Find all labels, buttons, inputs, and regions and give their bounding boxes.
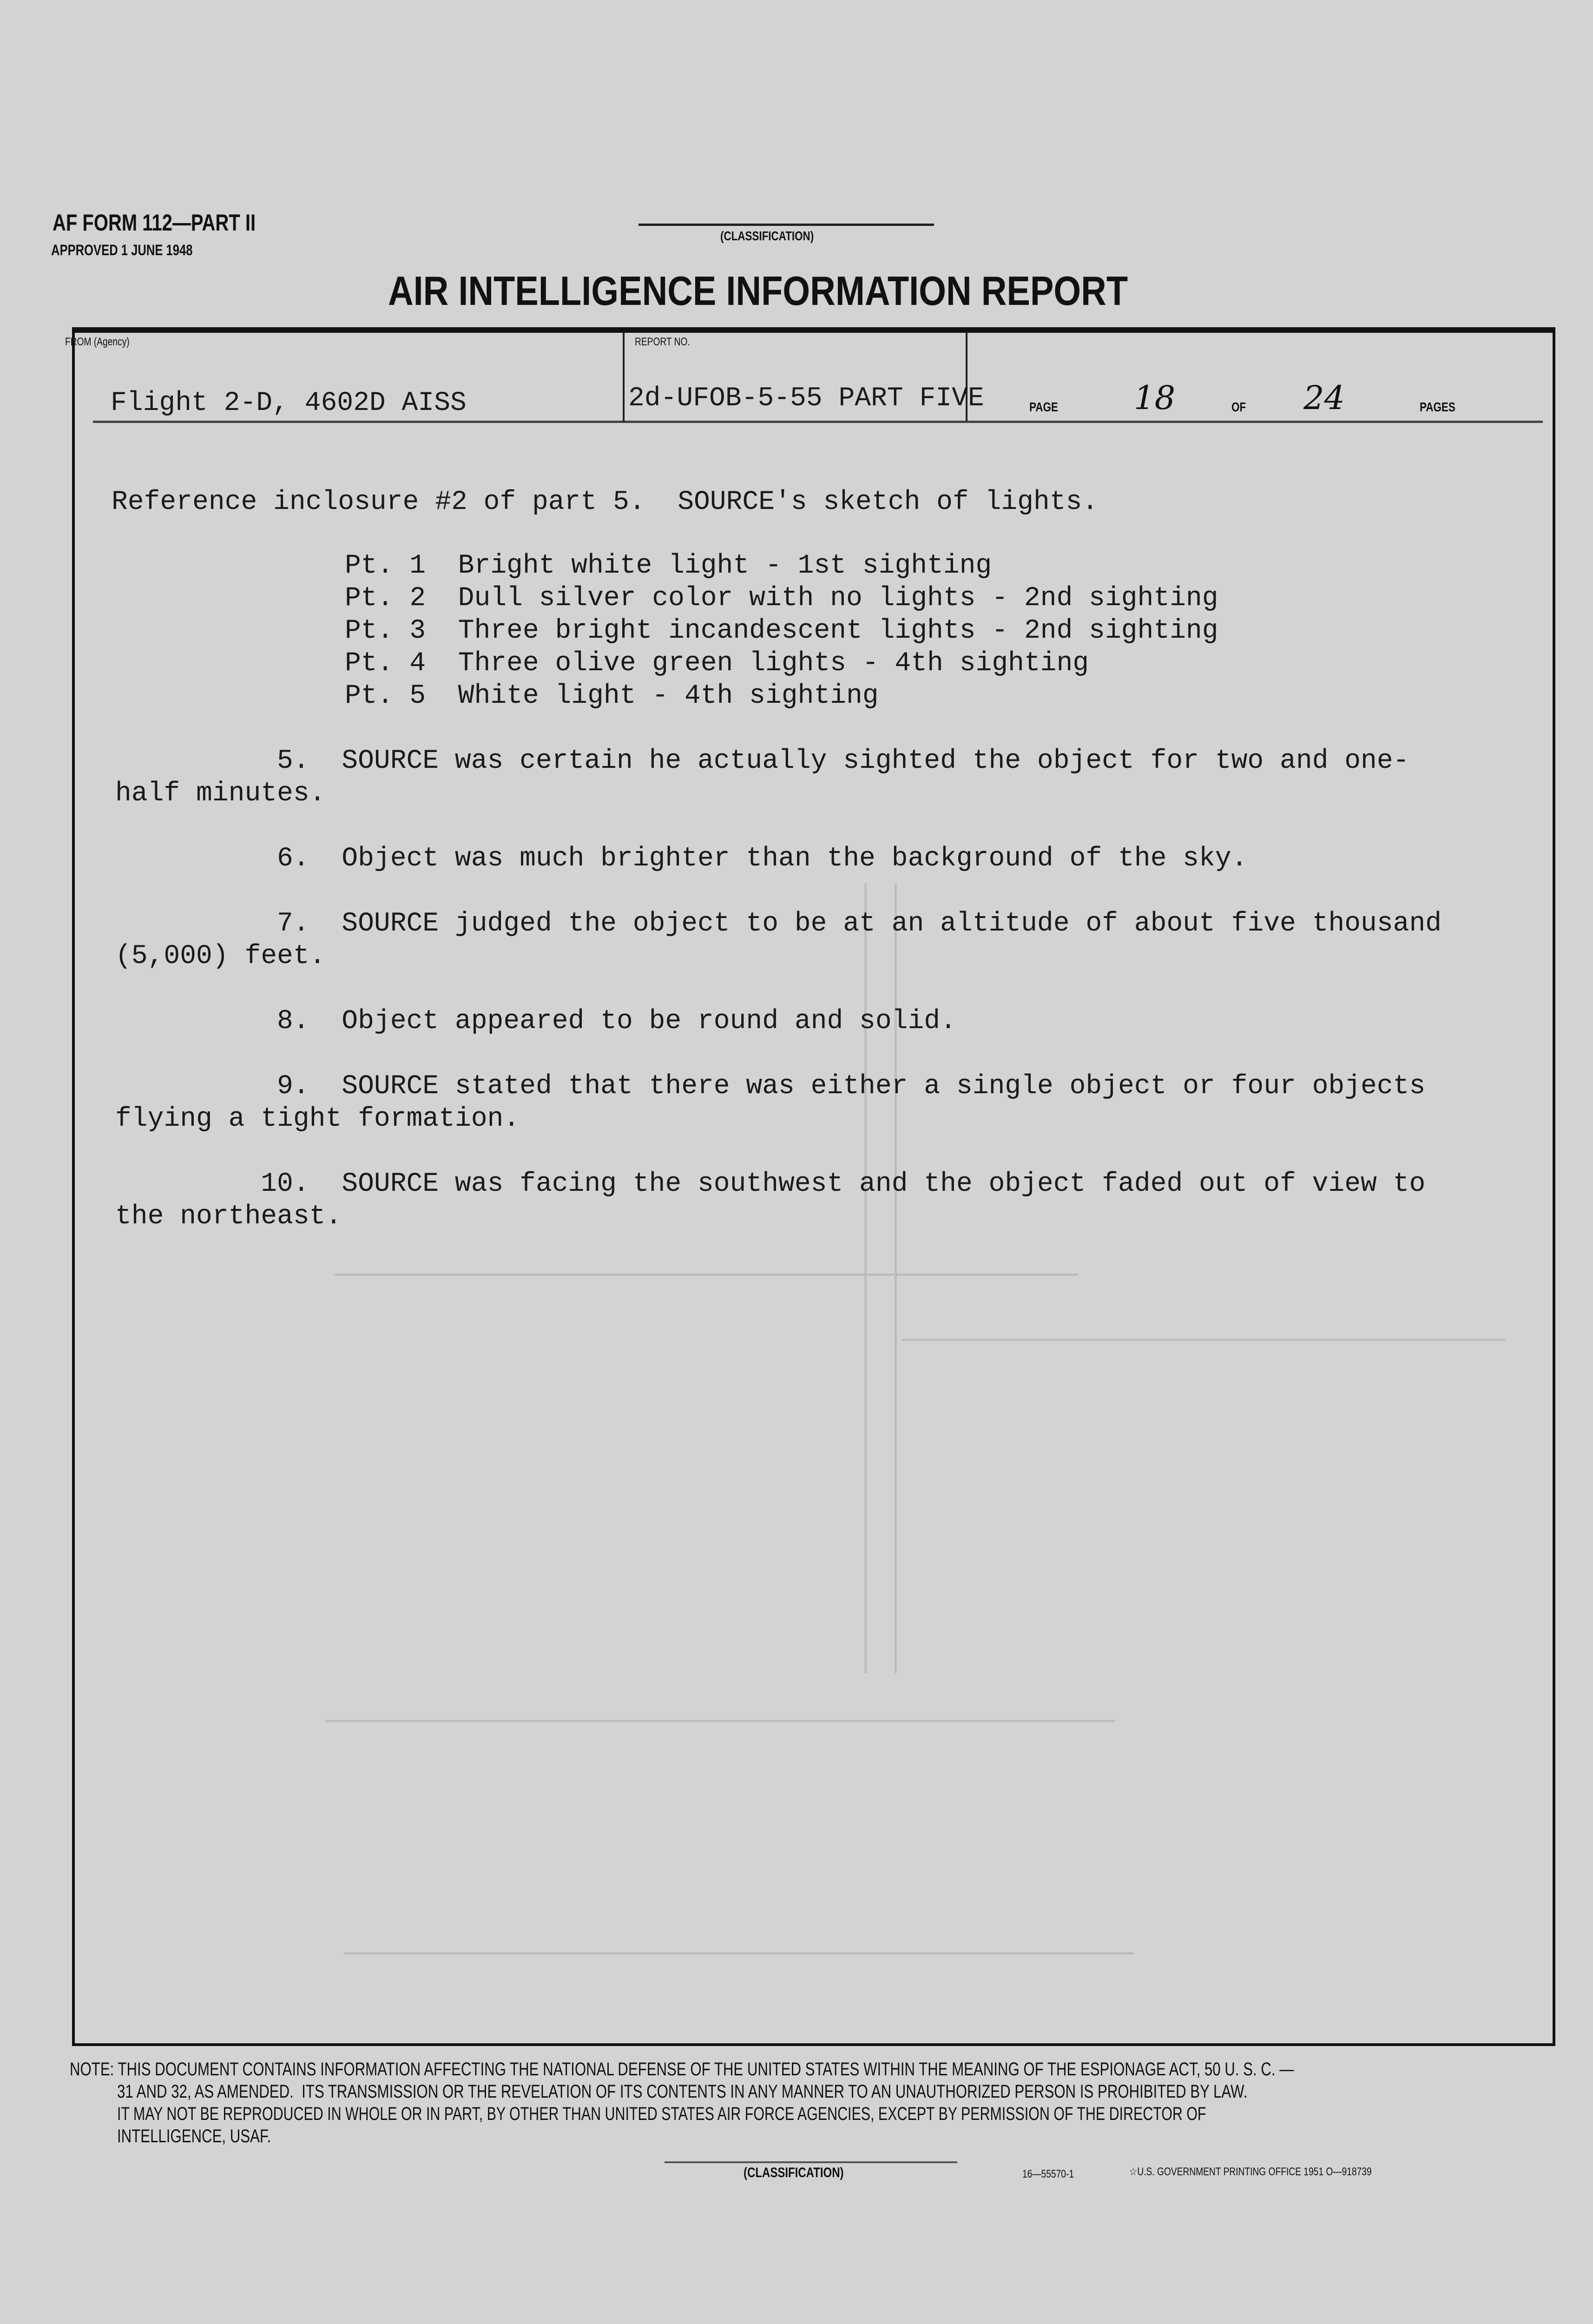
from-value: Flight 2-D, 4602D AISS [111, 388, 467, 418]
classification-top: (CLASSIFICATION) [720, 229, 814, 243]
of-value: 24 [1303, 379, 1345, 417]
classification-line-bottom [665, 2161, 957, 2163]
paragraph-6-line-1: 6. Object was much brighter than the background of the sky. [115, 844, 1248, 874]
paragraph-10-line-1: 10. SOURCE was facing the southwest and the object faded out of view to [115, 1169, 1426, 1199]
report-title: AIR INTELLIGENCE INFORMATION REPORT [388, 268, 1128, 314]
pages-label: PAGES [1420, 400, 1455, 414]
of-label: OF [1231, 400, 1246, 414]
point-1: Pt. 1 Bright white light - 1st sighting [345, 551, 992, 581]
classification-bottom: (CLASSIFICATION) [744, 2165, 844, 2180]
note-line-2: 31 AND 32, AS AMENDED. ITS TRANSMISSION OR THE REVELATION OF ITS CONTENTS IN ANY MANNER TO AN UNAUTHORIZED PERSON IS PROHIBITED BY LAW. [117, 2081, 1248, 2102]
page-label: PAGE [1029, 400, 1058, 414]
intro-line: Reference inclosure #2 of part 5. SOURCE's sketch of lights. [112, 487, 1099, 517]
paragraph-10-line-2: the northeast. [115, 1202, 342, 1232]
note-line-4: INTELLIGENCE, USAF. [117, 2126, 271, 2146]
paragraph-5-line-2: half minutes. [115, 779, 326, 809]
point-4: Pt. 4 Three olive green lights - 4th sighting [345, 648, 1089, 679]
sketch-bleed-line-4 [344, 1952, 1134, 1954]
report-no-value: 2d-UFOB-5-55 PART FIVE [628, 383, 984, 414]
from-label: FROM (Agency) [65, 336, 130, 348]
approved-date: APPROVED 1 JUNE 1948 [51, 242, 193, 258]
sketch-bleed-vertical [864, 883, 897, 1673]
point-5: Pt. 5 White light - 4th sighting [345, 681, 879, 711]
point-3: Pt. 3 Three bright incandescent lights - 2nd sighting [345, 616, 1218, 646]
sketch-bleed-line-1 [335, 1274, 1078, 1276]
paragraph-9-line-2: flying a tight formation. [115, 1104, 520, 1134]
form-code: 16—55570-1 [1022, 2168, 1074, 2180]
paragraph-5-line-1: 5. SOURCE was certain he actually sighted the object for two and one- [115, 746, 1409, 776]
note-line-3: IT MAY NOT BE REPRODUCED IN WHOLE OR IN PART, BY OTHER THAN UNITED STATES AIR FORCE AGENCIES, EXCEPT BY PERMISSION OF THE DIRECTOR OF [117, 2104, 1206, 2124]
form-number: AF FORM 112—PART II [53, 210, 256, 236]
paragraph-8-line-1: 8. Object appeared to be round and solid. [115, 1006, 956, 1037]
classification-line-top [639, 224, 934, 226]
point-2: Pt. 2 Dull silver color with no lights - 2nd sighting [345, 583, 1218, 614]
sketch-bleed-line-2 [902, 1339, 1506, 1341]
report-no-label: REPORT NO. [635, 336, 690, 348]
printer-line: ☆U.S. GOVERNMENT PRINTING OFFICE 1951 O—918739 [1129, 2166, 1372, 2178]
paragraph-7-line-1: 7. SOURCE judged the object to be at an altitude of about five thousand [115, 909, 1442, 939]
paragraph-9-line-1: 9. SOURCE stated that there was either a single object or four objects [115, 1071, 1426, 1102]
note-line-1: NOTE: THIS DOCUMENT CONTAINS INFORMATION AFFECTING THE NATIONAL DEFENSE OF THE UNITED STATES WITHIN THE MEANING OF THE ESPIONAGE ACT, 50 U. S. C. — [70, 2059, 1294, 2080]
sketch-bleed-line-3 [325, 1720, 1115, 1722]
header-col-divider-1 [623, 333, 625, 422]
page-value: 18 [1134, 379, 1176, 417]
paragraph-7-line-2: (5,000) feet. [115, 941, 326, 971]
header-divider [93, 421, 1543, 423]
